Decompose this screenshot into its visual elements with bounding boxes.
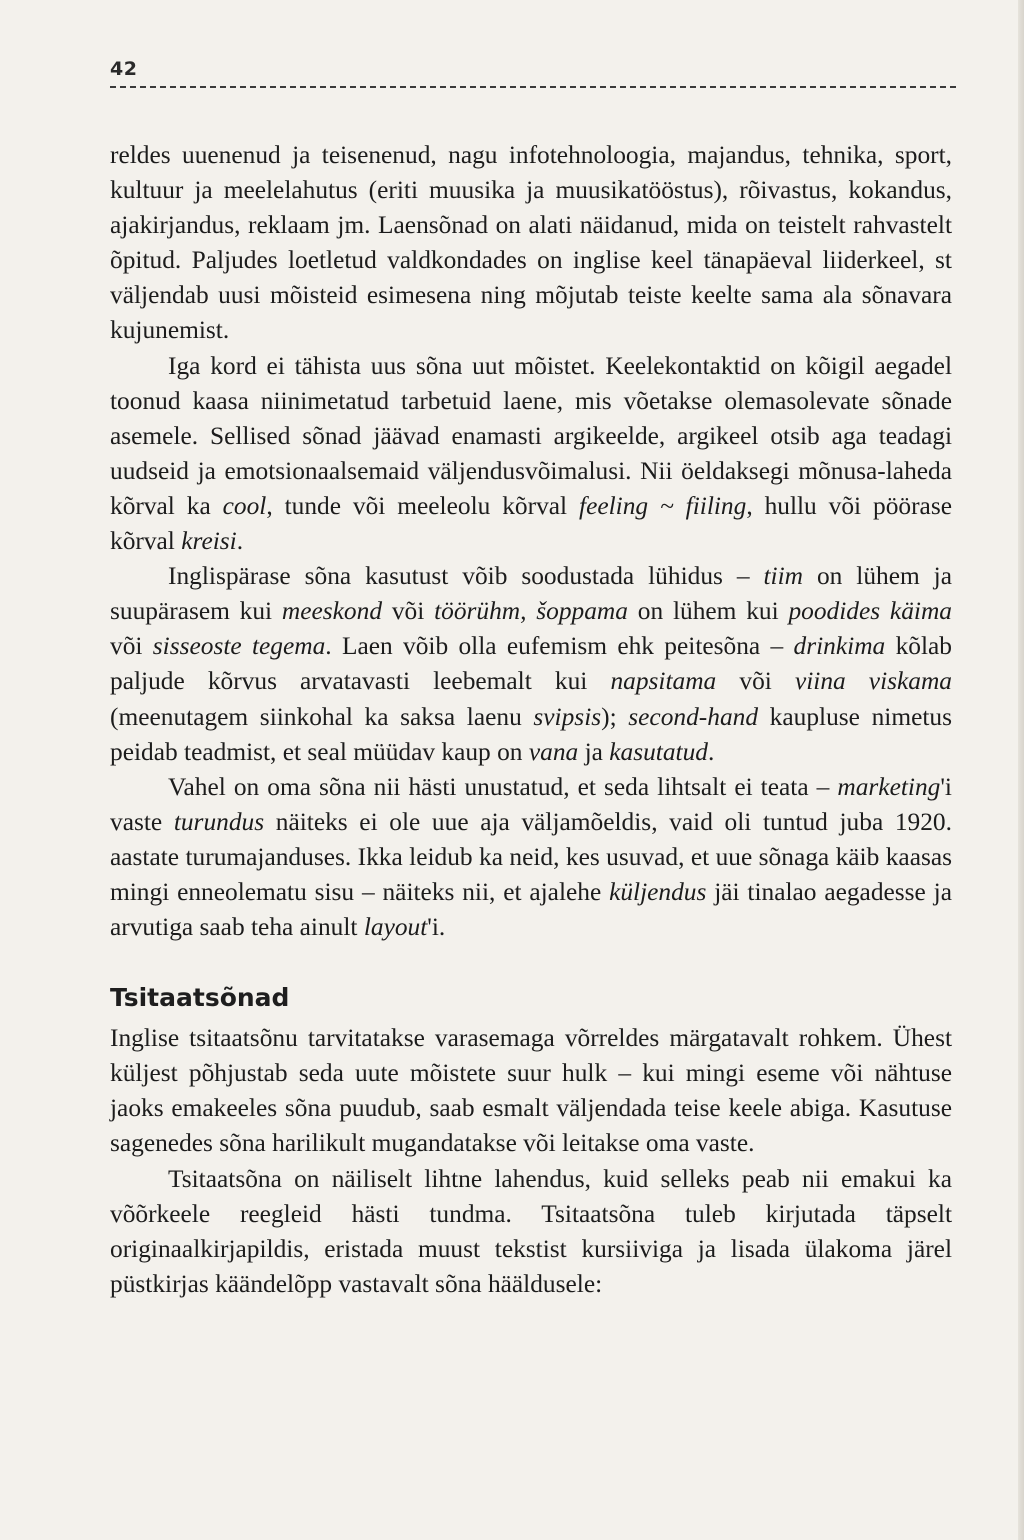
italic-term: drinkima — [793, 632, 886, 661]
text-run: või — [391, 597, 425, 626]
text-run: või — [739, 667, 772, 696]
text-run: kaupluse nimetus peidab teadmist, et seal müüdav kaup on — [110, 702, 952, 766]
italic-term: layout — [363, 913, 428, 942]
italic-term: tiim — [763, 562, 803, 591]
italic-term: napsitama — [610, 667, 717, 696]
italic-term: sisseoste tegema — [152, 632, 326, 661]
italic-term: töörühm, šoppama — [434, 597, 628, 626]
page-edge — [1018, 0, 1024, 1540]
body-text — [110, 138, 952, 1302]
paragraph-1 — [110, 138, 952, 349]
italic-term: turundus — [173, 807, 265, 836]
text-run: on lühem ja suupärasem kui — [110, 562, 952, 626]
page-number: 42 — [110, 58, 138, 80]
italic-term: feeling ~ fiiling — [579, 491, 747, 520]
text-run: . — [708, 737, 715, 766]
italic-term: kreisi — [181, 527, 237, 556]
text-run: on lühem kui — [637, 597, 779, 626]
italic-term: vana — [528, 737, 579, 766]
italic-term: second-hand — [628, 702, 759, 731]
italic-term: meeskond — [281, 597, 383, 626]
text-run: kõlab paljude kõrvus arvatavasti leebemalt kui — [110, 632, 952, 696]
italic-term: viina viskama — [794, 667, 953, 696]
text-run: Inglispärase sõna kasutust võib soodustada lühidus – — [168, 562, 750, 591]
italic-term: marketing — [837, 772, 941, 801]
text-run: ); — [601, 702, 617, 731]
text-run: 'i vaste — [110, 772, 952, 836]
text-run: (meenutagem siinkohal ka saksa laenu — [110, 702, 522, 731]
text-run: 'i. — [427, 913, 446, 942]
text-run: , hullu või pöörase kõrval — [110, 491, 952, 556]
text-run: või — [110, 632, 143, 661]
italic-term: cool — [222, 491, 267, 520]
text-run: . — [236, 527, 244, 556]
text-run: ja — [584, 737, 603, 766]
section-paragraph-2: Tsitaatsõna on näiliselt lihtne lahendus, kuid selleks peab nii emakui ka võõrkeele reegleid hästi tundma. Tsitaatsõna tuleb kirjutada täpselt originaalkirjapildis, eristada muust tekstist kursiiviga ja lisada ülakoma järel püstkirjas käändelõpp vastavalt sõna hääldusele: — [110, 1164, 952, 1298]
paragraph-4 — [110, 770, 952, 945]
text-run: , tunde või meeleolu kõrval — [266, 491, 568, 520]
text-run: Vahel on oma sõna nii hästi unustatud, et seda lihtsalt ei teata – — [168, 772, 830, 801]
text-run: . Laen võib olla eufemism ehk peitesõna – — [325, 632, 784, 661]
italic-term: poodides käima — [788, 597, 952, 626]
text-run: jäi tinalao aegadesse ja arvutiga saab teha ainult — [110, 877, 952, 942]
text-run: Iga kord ei tähista uus sõna uut mõistet. Keelekontaktid on kõigil aegadel toonud kaasa niinimetatud tarbetuid laene, mis võetakse olemasolevate sõnade asemele. Sellised sõnad jäävad enamasti argikeelde, argikeel otsib aga teadagi uudseid ja emotsionaalsemaid väljendusvõimalusi. Nii öeldaksegi mõnusa-laheda kõrval ka — [110, 351, 952, 520]
italic-term: kasutatud — [609, 737, 709, 766]
italic-term: svipsis — [533, 702, 602, 731]
section-paragraph-1: Inglise tsitaatsõnu tarvitatakse varasemaga võrreldes märgatavalt rohkem. Ühest küljest põhjustab seda uute mõistete suur hulk – kui mingi eseme või nähtuse jaoks emakeeles sõna puudub, saab esmalt väljendada teise keele abiga. Kasutuse sagenedes sõna harilikult mugandatakse või leitakse oma vaste. — [110, 1024, 952, 1158]
paragraph-1-text: reldes uuenenud ja teisenenud, nagu infotehnoloogia, majandus, tehnika, sport, kultuur ja meelelahutus (eriti muusika ja muusikatööstus), rõivastus, kokandus, ajakirjandus, reklaam jm. Laensõnad on alati näidanud, mida on teistelt rahvastelt õpitud. Paljudes loetletud valdkondades on inglise keel tänapäeval liiderkeel, st väljendab uusi mõisteid esimesena ning mõjutab teiste keelte sama ala sõnavara kujunemist. — [110, 141, 952, 345]
italic-term: küljendus — [609, 877, 707, 906]
section-heading: Tsitaatsõnad — [110, 983, 290, 1013]
paragraph-3 — [110, 559, 952, 770]
text-run: näiteks ei ole uue aja väljamõeldis, vaid oli tuntud juba 1920. aastate turumajanduses. Ikka leidub ka neid, kes usuvad, et uue sõnaga käib kaasas mingi enneolematu sisu – näiteks nii, et ajalehe — [110, 807, 952, 906]
page-header — [110, 58, 956, 88]
header-rule — [110, 86, 956, 88]
paragraph-2 — [110, 349, 952, 560]
